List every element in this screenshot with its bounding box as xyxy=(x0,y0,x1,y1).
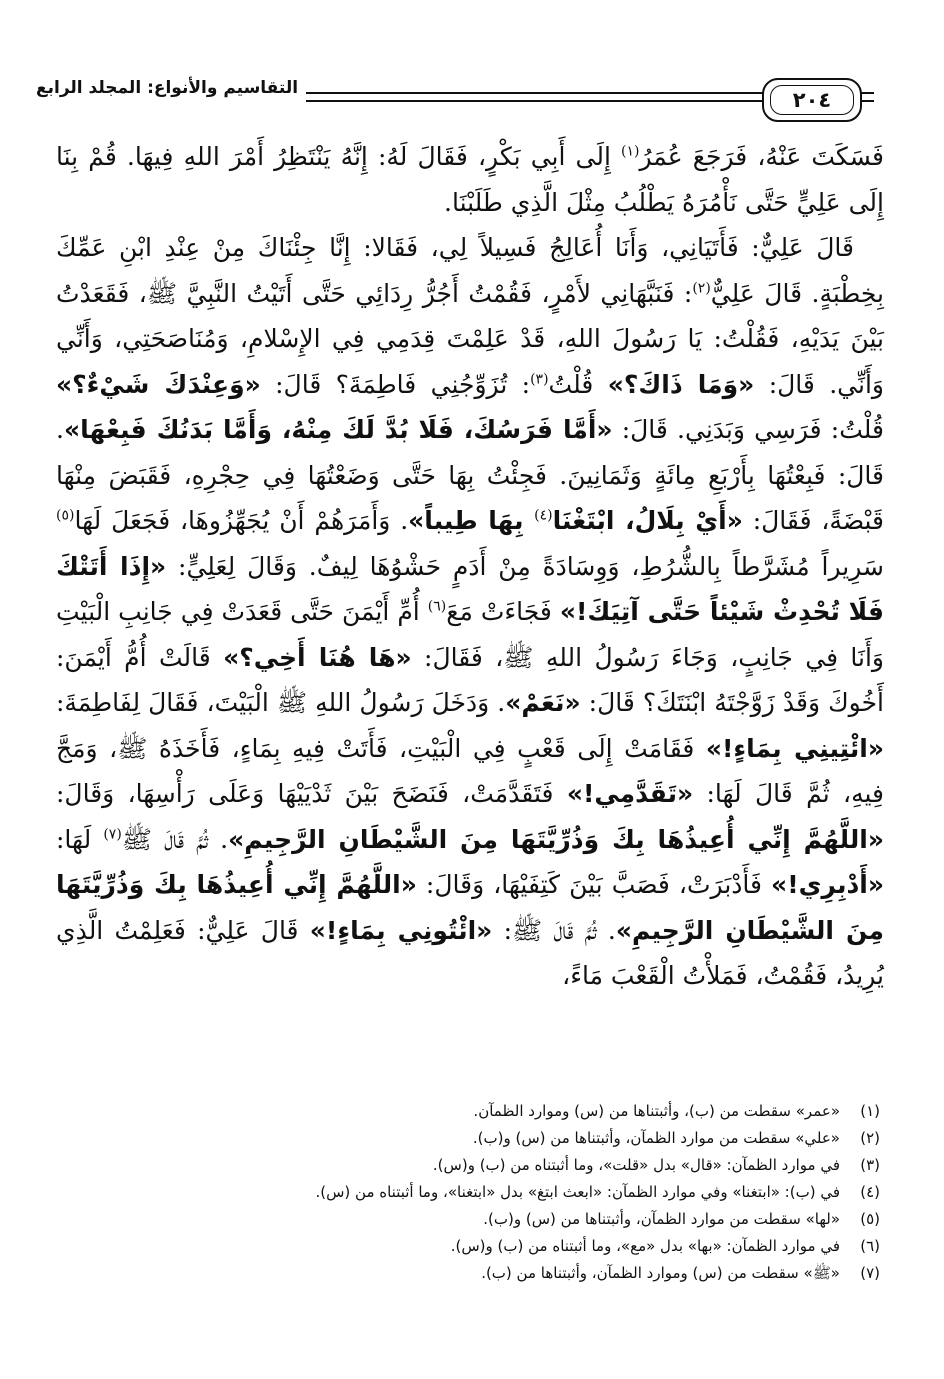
hadith-quote: «وَعِنْدَكَ شَيْءٌ؟» xyxy=(56,369,261,399)
text-run: أُمِّ أَيْمَنَ حَتَّى قَعَدَتْ فِي جَانِبِ الْبَيْتِ وَأَنَا فِي جَانِبٍ، وَجَاءَ رَسُولُ اللهِ ﷺ، فَقَالَ: xyxy=(56,597,884,672)
text-run: قُلْتُ xyxy=(548,369,608,399)
hadith-quote: «أَيْ بِلَالُ، ابْتَغْنَا xyxy=(552,506,743,535)
footnote-number: (٦) xyxy=(860,1237,880,1255)
text-run: . ثُمَّ قَالَ ﷺ: xyxy=(492,915,616,945)
text-run: فَتَقَدَّمَتْ، فَنَضَحَ بَيْنَ ثَدْيَيْهَا وَعَلَى رَأْسِهَا، وَقَالَ: xyxy=(56,779,567,808)
hadith-quote: «هَا هُنَا أَخِي؟» xyxy=(223,642,412,672)
footnote-ref: (٦) xyxy=(427,598,447,615)
text-run: . قَالَ: فَبِعْتُهَا بِأَرْبَعِ مِائَةٍ وَثَمَانِينَ. فَجِئْتُ بِهَا حَتَّى وَضَعْتُهَا فِي حِجْرِهِ، فَقَبَضَ مِنْهَا قَبْضَةً، فَقَالَ: xyxy=(56,415,885,535)
hadith-quote: «تَقَدَّمِي!» xyxy=(566,779,694,808)
text-run: لَهَا: xyxy=(56,824,104,854)
page-header xyxy=(36,74,874,130)
footnote-ref: (١) xyxy=(621,143,640,160)
footnote-ref: (٣) xyxy=(530,371,549,388)
footnote-ref: (٢) xyxy=(692,280,711,297)
running-title: التقاسيم والأنواع: المجلد الرابع xyxy=(36,78,299,98)
header-rule-right xyxy=(860,92,874,102)
hadith-quote: «اللَّهُمَّ إِنِّي أُعِيذُهَا بِكَ وَذُرِّيَّتَهَا مِنَ الشَّيْطَانِ الرَّجِيمِ» xyxy=(228,824,884,854)
main-text xyxy=(56,134,884,999)
text-run: . وَدَخَلَ رَسُولُ اللهِ ﷺ الْبَيْتَ، فَقَالَ لِفَاطِمَةَ: xyxy=(56,688,506,717)
paragraph-1 xyxy=(56,134,884,225)
text-run: : فَنَبَّهَانِي لأَمْرٍ، فَقُمْتُ أَجُرُّ رِدَائِي حَتَّى أَتَيْتُ النَّبِيَّ ﷺ، فَقَعَدْتُ بَيْنَ يَدَيْهِ، فَقُلْتُ: يَا رَسُولَ اللهِ، قَدْ عَلِمْتَ قِدَمِي فِي الإِسْلامِ، وَمُنَاصَحَتِي، وَأَنِّي وَأَنِّي. قَالَ: xyxy=(56,278,884,399)
footnote-text: «لها» سقطت من موارد الظمآن، وأثبتناها من (س) و(ب). xyxy=(483,1210,840,1228)
footnote-text: في موارد الظمآن: «قال» بدل «قلت»، وما أثبتناه من (ب) و(س). xyxy=(432,1156,840,1174)
page-number: ٢٠٤ xyxy=(770,85,854,115)
footnote-number: (١) xyxy=(860,1102,880,1120)
footnote xyxy=(60,1260,880,1287)
footnote-ref: (٧) xyxy=(103,826,122,843)
footnote xyxy=(60,1098,880,1125)
text-run: سَرِيراً مُشَرَّطاً بِالشُّرُطِ، وَوِسَادَةً مِنْ أَدَمٍ حَشْوُهَا لِيفٌ. وَقَالَ لِعَلِيٍّ: xyxy=(166,551,884,581)
footnote-text: «ﷺ» سقطت من (س) وموارد الظمآن، وأثبتناها من (ب). xyxy=(481,1264,840,1282)
text-run: قَالَ عَلِيٌّ: فَأَتَيَانِي، وَأَنَا أُعَالِجُ فَسِيلاً لِي، فَقَالا: إِنَّا جِئْنَاكَ مِنْ عِنْدِ ابْنِ عَمِّكَ بِخِطْبَةٍ. قَالَ عَلِيٌّ xyxy=(56,233,884,308)
text-run: فَأَدْبَرَتْ، فَصَبَّ بَيْنَ كَتِفَيْهَا، وَقَالَ: xyxy=(416,870,772,899)
footnote-number: (٤) xyxy=(860,1183,880,1201)
footnote xyxy=(60,1206,880,1233)
footnote-number: (٣) xyxy=(860,1156,880,1174)
footnote-number: (٥) xyxy=(860,1210,880,1228)
text-run: إِلَى أَبِي بَكْرٍ، فَقَالَ لَهُ: إِنَّهُ يَنْتَظِرُ أَمْرَ اللهِ فِيهَا. قُمْ بِنَا إِلَى عَلِيٍّ حَتَّى نَأْمُرَهُ يَطْلُبُ مِثْلَ الَّذِي طَلَبْنَا. xyxy=(56,142,884,217)
footnote xyxy=(60,1152,880,1179)
footnote-number: (٢) xyxy=(860,1129,880,1147)
footnote-text: «عمر» سقطت من (ب)، وأثبتناها من (س) وموارد الظمآن. xyxy=(473,1102,840,1120)
footnote-text: في موارد الظمآن: «بها» بدل «مع»، وما أثبتناه من (ب) و(س). xyxy=(450,1237,840,1255)
hadith-quote: «نَعَمْ» xyxy=(505,688,581,717)
paragraph-2 xyxy=(56,225,884,999)
hadith-quote: «أَدْبِرِي!» xyxy=(771,870,884,899)
footnote-ref: (٥) xyxy=(56,507,75,524)
footnote-text: في (ب): «ابتغنا» وفي موارد الظمآن: «ابعث ابتغ» بدل «ابتغنا»، وما أثبتناه من (س). xyxy=(315,1183,840,1201)
footnote-ref: (٤) xyxy=(534,507,553,524)
text-run: قَالَتْ أُمُّ أَيْمَنَ: أَخُوكَ وَقَدْ زَوَّجْتَهُ ابْنَتَكَ؟ قَالَ: xyxy=(56,642,884,717)
footnote-text: «علي» سقطت من موارد الظمآن، وأثبتناها من (س) و(ب). xyxy=(472,1129,840,1147)
footnote xyxy=(60,1179,880,1206)
text-run: قَالَ عَلِيٌّ: فَعَلِمْتُ الَّذِي يُرِيدُ، فَقُمْتُ، فَمَلأْتُ الْقَعْبَ مَاءً، xyxy=(56,915,884,990)
text-run: فَقَامَتْ إِلَى قَعْبٍ فِي الْبَيْتِ، فَأَتَتْ فِيهِ بِمَاءٍ، فَأَخَذَهُ ﷺ، وَمَجَّ فِيهِ، ثُمَّ قَالَ لَهَا: xyxy=(56,733,884,808)
header-rule xyxy=(306,92,764,102)
page-number-frame xyxy=(762,78,862,122)
hadith-quote: «وَمَا ذَاكَ؟» xyxy=(607,369,755,399)
hadith-quote: «أَمَّا فَرَسُكَ، فَلَا بُدَّ لَكَ مِنْهُ، وَأَمَّا بَدَنُكَ فَبِعْهَا» xyxy=(63,415,613,444)
hadith-quote: «اللَّهُمَّ إِنِّي أُعِيذُهَا بِكَ وَذُرِّيَّتَهَا مِنَ الشَّيْطَانِ الرَّجِيمِ» xyxy=(56,870,884,945)
hadith-quote: بِهَا طِيباً» xyxy=(408,506,535,535)
hadith-quote: «ائْتُونِي بِمَاءٍ!» xyxy=(309,915,493,945)
hadith-quote: «إِذَا أَتَتْكَ فَلَا تُحْدِثْ شَيْئاً حَتَّى آتِيَكَ!» xyxy=(56,551,885,626)
footnotes xyxy=(60,1098,880,1287)
text-run: فَجَاءَتْ مَعَ xyxy=(446,597,560,626)
text-run: قُلْتُ: فَرَسِي وَبَدَنِي. قَالَ: xyxy=(612,415,884,444)
footnote-number: (٧) xyxy=(860,1264,880,1282)
footnote xyxy=(60,1233,880,1260)
text-run: . ثُمَّ قَالَ ﷺ xyxy=(121,824,229,854)
text-run: . وَأَمَرَهُمْ أَنْ يُجَهِّزُوهَا، فَجَعَلَ لَهَا xyxy=(74,506,409,535)
hadith-quote: «ائْتِينِي بِمَاءٍ!» xyxy=(705,733,884,763)
text-run: : تُزَوِّجُنِي فَاطِمَةَ؟ قَالَ: xyxy=(260,369,531,399)
footnote xyxy=(60,1125,880,1152)
text-run: فَسَكَتَ عَنْهُ، فَرَجَعَ عُمَرُ xyxy=(639,142,884,171)
